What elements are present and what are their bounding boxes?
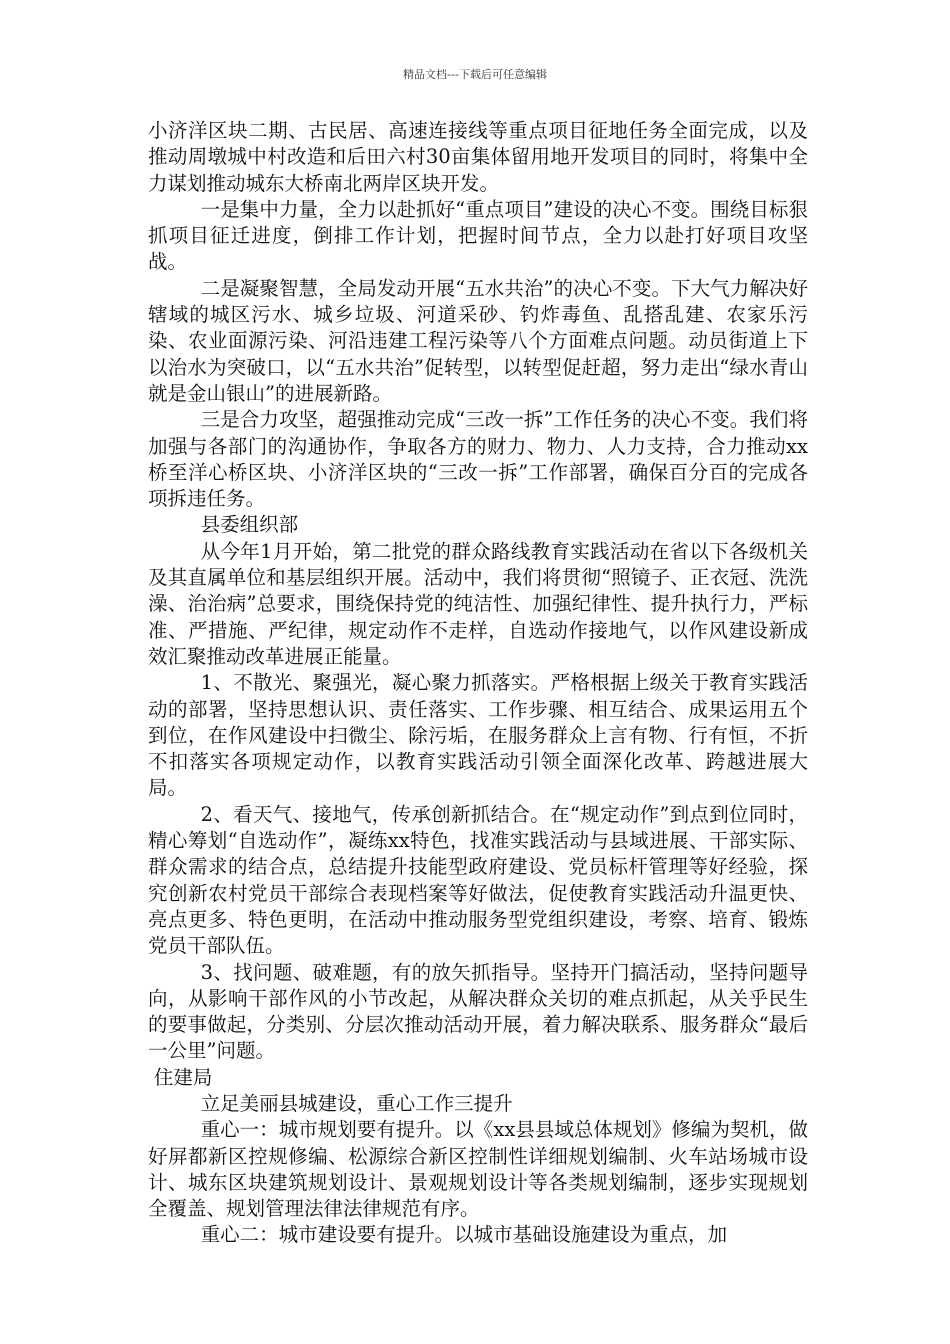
- paragraph: 一是集中力量，全力以赴抓好“重点项目”建设的决心不变。围绕目标狠抓项目征迁进度，倒排工作计划，把握时间节点，全力以赴打好项目攻坚战。: [148, 197, 808, 274]
- document-body: [148, 118, 808, 1249]
- section-heading: 住建局: [153, 1065, 213, 1089]
- subtitle: 立足美丽县城建设，重心工作三提升: [200, 1091, 513, 1115]
- paragraph: 三是合力攻坚，超强推动完成“三改一拆”工作任务的决心不变。我们将加强与各部门的沟通协作，争取各方的财力、物力、人力支持，合力推动xx桥至洋心桥区块、小济洋区块的“三改一拆”工作部署，确保百分百的完成各项拆违任务。: [148, 408, 808, 511]
- paragraph: 1、不散光、聚强光，凝心聚力抓落实。严格根据上级关于教育实践活动的部署，坚持思想认识、责任落实、工作步骤、相互结合、成果运用五个到位，在作风建设中扫微尘、除污垢，在服务群众上言有物、行有恒，不折不扣落实各项规定动作，以教育实践活动引领全面深化改革、跨越进展大局。: [148, 671, 808, 800]
- paragraph: 重心二：城市建设要有提升。以城市基础设施建设为重点，加: [200, 1223, 728, 1247]
- paragraph: 二是凝聚智慧，全局发动开展“五水共治”的决心不变。下大气力解决好辖域的城区污水、城乡垃圾、河道采砂、钓炸毒鱼、乱搭乱建、农家乐污染、农业面源污染、河沿违建工程污染等八个方面难点问题。动员街道上下以治水为突破口，以“五水共治”促转型，以转型促赶超，努力走出“绿水青山就是金山银山”的进展新路。: [148, 276, 808, 405]
- paragraph: 3、找问题、破难题，有的放矢抓指导。坚持开门搞活动，坚持问题导向，从影响干部作风的小节改起，从解决群众关切的难点抓起，从关乎民生的要事做起，分类别、分层次推动活动开展，着力解决联系、服务群众“最后一公里”问题。: [148, 960, 808, 1063]
- paragraph: 小济洋区块二期、古民居、高速连接线等重点项目征地任务全面完成，以及推动周墩城中村改造和后田六村30亩集体留用地开发项目的同时，将集中全力谋划推动城东大桥南北两岸区块开发。: [148, 119, 808, 195]
- paragraph: 2、看天气、接地气，传承创新抓结合。在“规定动作”到点到位同时，精心筹划“自选动作”，凝练xx特色，找准实践活动与县域进展、干部实际、群众需求的结合点，总结提升技能型政府建设、党员标杆管理等好经验，探究创新农村党员干部综合表现档案等好做法，促使教育实践活动升温更快、亮点更多、特色更明，在活动中推动服务型党组织建设，考察、培育、锻炼党员干部队伍。: [148, 802, 808, 958]
- paragraph: 重心一：城市规划要有提升。以《xx县县域总体规划》修编为契机，做好屏都新区控规修编、松源综合新区控制性详细规划编制、火车站场城市设计、城东区块建筑规划设计、景观规划设计等各类规划编制，逐步实现规划全覆盖、规划管理法律法律规范有序。: [148, 1118, 808, 1221]
- page-header: 精品文档---下载后可任意编辑: [403, 68, 547, 81]
- paragraph: 从今年1月开始，第二批党的群众路线教育实践活动在省以下各级机关及其直属单位和基层组织开展。活动中，我们将贯彻“照镜子、正衣冠、洗洗澡、治治病”总要求，围绕保持党的纯洁性、加强纪律性、提升执行力，严标准、严措施、严纪律，规定动作不走样，自选动作接地气，以作风建设新成效汇聚推动改革进展正能量。: [148, 539, 808, 668]
- section-heading: 县委组织部: [200, 513, 299, 537]
